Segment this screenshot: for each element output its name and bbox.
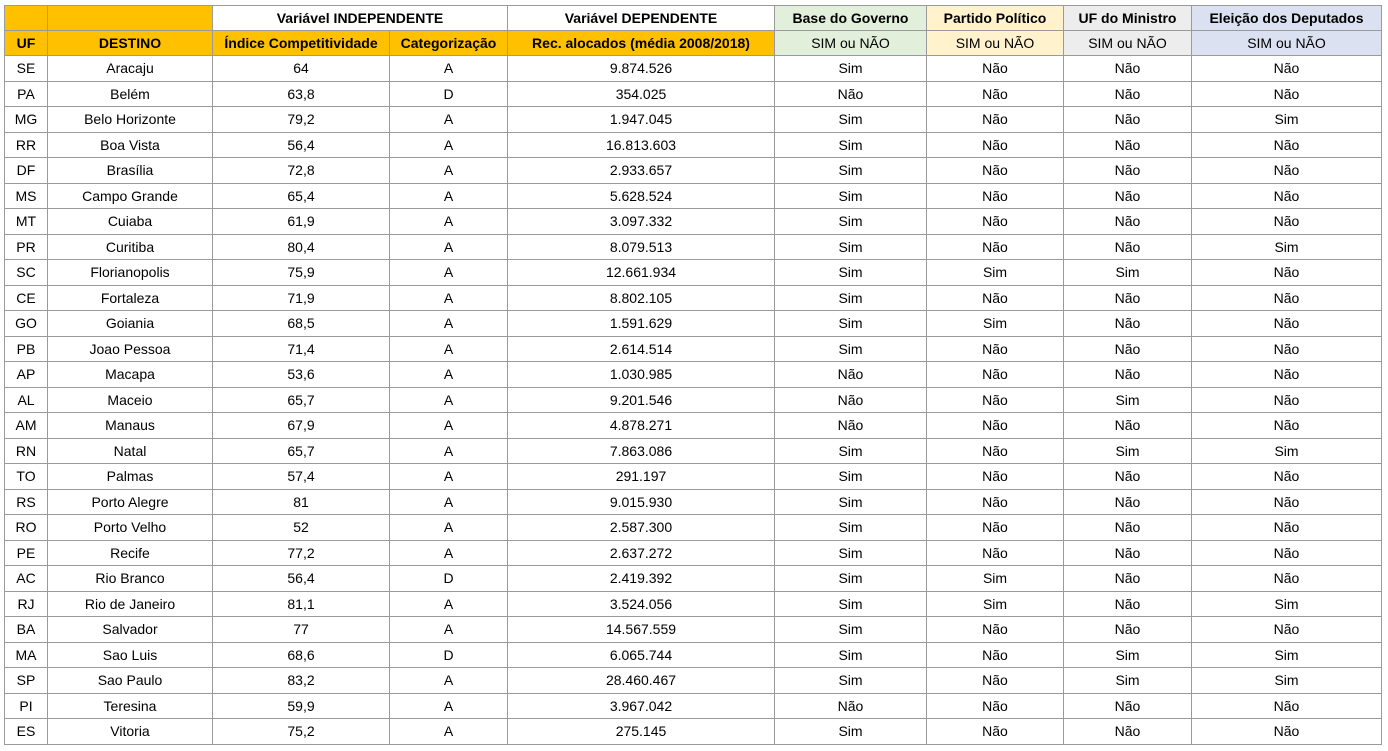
table-row [5,591,1382,617]
cell-base-governo: Não [775,387,927,413]
cell-eleicao-deputados: Não [1192,336,1382,362]
header-uf-ministro: UF do Ministro [1064,6,1192,31]
cell-base-governo: Sim [775,336,927,362]
cell-uf-ministro: Não [1064,56,1192,82]
cell-eleicao-deputados: Sim [1192,234,1382,260]
cell-uf: RR [5,132,48,158]
cell-partido-politico: Não [927,132,1064,158]
cell-rec-alocados: 275.145 [508,719,775,745]
cell-indice: 72,8 [213,158,390,184]
cell-destino: Boa Vista [48,132,213,158]
cell-uf: TO [5,464,48,490]
cell-indice: 67,9 [213,413,390,439]
cell-categorizacao: A [390,158,508,184]
cell-destino: Palmas [48,464,213,490]
cell-indice: 61,9 [213,209,390,235]
cell-uf-ministro: Não [1064,489,1192,515]
cell-eleicao-deputados: Não [1192,387,1382,413]
cell-eleicao-deputados: Não [1192,81,1382,107]
cell-eleicao-deputados: Não [1192,158,1382,184]
cell-partido-politico: Não [927,515,1064,541]
cell-eleicao-deputados: Não [1192,515,1382,541]
table-row [5,719,1382,745]
cell-indice: 65,4 [213,183,390,209]
cell-uf-ministro: Não [1064,285,1192,311]
cell-destino: Porto Alegre [48,489,213,515]
cell-uf: RO [5,515,48,541]
cell-base-governo: Sim [775,209,927,235]
header-partido-politico-sub: SIM ou NÃO [927,31,1064,56]
cell-indice: 65,7 [213,387,390,413]
cell-rec-alocados: 1.591.629 [508,311,775,337]
table-row [5,438,1382,464]
cell-rec-alocados: 291.197 [508,464,775,490]
cell-partido-politico: Sim [927,260,1064,286]
cell-indice: 52 [213,515,390,541]
cell-base-governo: Não [775,413,927,439]
header-dependente: Variável DEPENDENTE [508,6,775,31]
cell-partido-politico: Sim [927,566,1064,592]
cell-eleicao-deputados: Não [1192,413,1382,439]
cell-base-governo: Sim [775,566,927,592]
cell-destino: Macapa [48,362,213,388]
header-base-governo-sub: SIM ou NÃO [775,31,927,56]
cell-destino: Sao Luis [48,642,213,668]
cell-rec-alocados: 1.947.045 [508,107,775,133]
cell-rec-alocados: 3.097.332 [508,209,775,235]
cell-rec-alocados: 14.567.559 [508,617,775,643]
cell-uf-ministro: Sim [1064,668,1192,694]
cell-destino: Rio de Janeiro [48,591,213,617]
cell-uf-ministro: Não [1064,158,1192,184]
cell-rec-alocados: 8.079.513 [508,234,775,260]
cell-uf-ministro: Não [1064,362,1192,388]
cell-rec-alocados: 28.460.467 [508,668,775,694]
cell-destino: Campo Grande [48,183,213,209]
cell-categorizacao: A [390,183,508,209]
cell-rec-alocados: 9.015.930 [508,489,775,515]
table-row [5,56,1382,82]
cell-destino: Florianopolis [48,260,213,286]
cell-eleicao-deputados: Não [1192,260,1382,286]
table-row [5,387,1382,413]
table-row [5,311,1382,337]
header-base-governo: Base do Governo [775,6,927,31]
cell-partido-politico: Não [927,642,1064,668]
cell-eleicao-deputados: Não [1192,285,1382,311]
cell-indice: 71,4 [213,336,390,362]
cell-base-governo: Sim [775,311,927,337]
cell-partido-politico: Não [927,464,1064,490]
cell-rec-alocados: 3.524.056 [508,591,775,617]
cell-indice: 77,2 [213,540,390,566]
cell-categorizacao: A [390,285,508,311]
cell-uf: SC [5,260,48,286]
header-uf: UF [5,31,48,56]
cell-indice: 56,4 [213,132,390,158]
cell-indice: 57,4 [213,464,390,490]
cell-rec-alocados: 4.878.271 [508,413,775,439]
cell-uf-ministro: Sim [1064,438,1192,464]
cell-uf-ministro: Não [1064,591,1192,617]
table-row [5,617,1382,643]
cell-categorizacao: A [390,464,508,490]
cell-indice: 75,9 [213,260,390,286]
cell-destino: Maceio [48,387,213,413]
cell-categorizacao: A [390,234,508,260]
cell-uf-ministro: Sim [1064,642,1192,668]
header-uf-top [5,6,48,31]
cell-base-governo: Não [775,81,927,107]
cell-eleicao-deputados: Não [1192,209,1382,235]
cell-categorizacao: A [390,719,508,745]
cell-indice: 81,1 [213,591,390,617]
cell-eleicao-deputados: Não [1192,132,1382,158]
cell-eleicao-deputados: Não [1192,464,1382,490]
cell-uf: PB [5,336,48,362]
cell-categorizacao: A [390,311,508,337]
header-categorizacao: Categorização [390,31,508,56]
cell-uf-ministro: Sim [1064,387,1192,413]
table-row [5,183,1382,209]
cell-uf-ministro: Não [1064,540,1192,566]
cell-eleicao-deputados: Sim [1192,107,1382,133]
cell-uf: AP [5,362,48,388]
cell-categorizacao: A [390,515,508,541]
cell-destino: Manaus [48,413,213,439]
cell-rec-alocados: 9.874.526 [508,56,775,82]
cell-uf-ministro: Não [1064,311,1192,337]
cell-rec-alocados: 2.933.657 [508,158,775,184]
cell-base-governo: Sim [775,642,927,668]
cell-base-governo: Sim [775,515,927,541]
cell-indice: 68,6 [213,642,390,668]
cell-uf-ministro: Não [1064,336,1192,362]
cell-rec-alocados: 354.025 [508,81,775,107]
cell-indice: 77 [213,617,390,643]
cell-partido-politico: Não [927,719,1064,745]
cell-indice: 80,4 [213,234,390,260]
cell-categorizacao: A [390,362,508,388]
cell-uf: BA [5,617,48,643]
cell-base-governo: Sim [775,183,927,209]
cell-destino: Teresina [48,693,213,719]
cell-destino: Fortaleza [48,285,213,311]
cell-categorizacao: A [390,540,508,566]
cell-base-governo: Sim [775,591,927,617]
cell-categorizacao: A [390,668,508,694]
table-row [5,234,1382,260]
cell-base-governo: Sim [775,617,927,643]
table-row [5,132,1382,158]
table-row [5,209,1382,235]
cell-partido-politico: Não [927,285,1064,311]
cell-eleicao-deputados: Não [1192,362,1382,388]
cell-uf: PR [5,234,48,260]
header-row-top [5,6,1382,31]
cell-uf-ministro: Não [1064,515,1192,541]
cell-categorizacao: A [390,693,508,719]
cell-indice: 63,8 [213,81,390,107]
table-row [5,336,1382,362]
cell-categorizacao: A [390,209,508,235]
table-row [5,693,1382,719]
header-eleicao-deputados: Eleição dos Deputados [1192,6,1382,31]
cell-eleicao-deputados: Não [1192,566,1382,592]
header-uf-ministro-sub: SIM ou NÃO [1064,31,1192,56]
cell-destino: Brasília [48,158,213,184]
table-row [5,362,1382,388]
cell-rec-alocados: 16.813.603 [508,132,775,158]
cell-partido-politico: Sim [927,311,1064,337]
cell-destino: Sao Paulo [48,668,213,694]
cell-uf-ministro: Não [1064,719,1192,745]
cell-partido-politico: Não [927,81,1064,107]
cell-rec-alocados: 12.661.934 [508,260,775,286]
cell-destino: Belém [48,81,213,107]
cell-categorizacao: A [390,336,508,362]
cell-rec-alocados: 5.628.524 [508,183,775,209]
cell-eleicao-deputados: Não [1192,56,1382,82]
table-row [5,285,1382,311]
cell-eleicao-deputados: Sim [1192,591,1382,617]
cell-uf-ministro: Sim [1064,260,1192,286]
cell-uf: ES [5,719,48,745]
cell-base-governo: Não [775,693,927,719]
cell-uf-ministro: Não [1064,209,1192,235]
cell-uf: SP [5,668,48,694]
cell-indice: 53,6 [213,362,390,388]
cell-destino: Vitoria [48,719,213,745]
cell-base-governo: Sim [775,56,927,82]
cell-base-governo: Sim [775,132,927,158]
header-destino-top [48,6,213,31]
cell-categorizacao: A [390,591,508,617]
cell-eleicao-deputados: Não [1192,311,1382,337]
cell-categorizacao: A [390,438,508,464]
cell-categorizacao: A [390,132,508,158]
cell-destino: Joao Pessoa [48,336,213,362]
cell-eleicao-deputados: Não [1192,617,1382,643]
header-indice: Índice Competitividade [213,31,390,56]
cell-base-governo: Sim [775,489,927,515]
cell-uf: AM [5,413,48,439]
cell-eleicao-deputados: Não [1192,489,1382,515]
cell-indice: 68,5 [213,311,390,337]
table-row [5,81,1382,107]
cell-uf: MS [5,183,48,209]
cell-uf: DF [5,158,48,184]
cell-destino: Belo Horizonte [48,107,213,133]
table-row [5,464,1382,490]
cell-rec-alocados: 9.201.546 [508,387,775,413]
cell-destino: Aracaju [48,56,213,82]
cell-uf: CE [5,285,48,311]
cell-categorizacao: D [390,81,508,107]
cell-base-governo: Sim [775,464,927,490]
cell-eleicao-deputados: Não [1192,693,1382,719]
cell-uf: GO [5,311,48,337]
cell-partido-politico: Não [927,413,1064,439]
cell-categorizacao: A [390,107,508,133]
cell-partido-politico: Não [927,668,1064,694]
cell-rec-alocados: 3.967.042 [508,693,775,719]
cell-uf-ministro: Não [1064,413,1192,439]
cell-eleicao-deputados: Não [1192,719,1382,745]
cell-base-governo: Sim [775,438,927,464]
table-row [5,107,1382,133]
cell-base-governo: Não [775,362,927,388]
header-eleicao-deputados-sub: SIM ou NÃO [1192,31,1382,56]
cell-rec-alocados: 8.802.105 [508,285,775,311]
cell-indice: 79,2 [213,107,390,133]
cell-partido-politico: Não [927,387,1064,413]
cell-base-governo: Sim [775,540,927,566]
cell-uf: MT [5,209,48,235]
cell-partido-politico: Não [927,209,1064,235]
table-row [5,413,1382,439]
cell-uf-ministro: Não [1064,183,1192,209]
cell-uf-ministro: Não [1064,566,1192,592]
cell-uf: SE [5,56,48,82]
table-row [5,489,1382,515]
cell-categorizacao: A [390,260,508,286]
cell-destino: Natal [48,438,213,464]
header-destino: DESTINO [48,31,213,56]
cell-uf-ministro: Não [1064,693,1192,719]
cell-eleicao-deputados: Sim [1192,438,1382,464]
cell-eleicao-deputados: Não [1192,183,1382,209]
cell-rec-alocados: 1.030.985 [508,362,775,388]
cell-uf: PA [5,81,48,107]
cell-categorizacao: A [390,56,508,82]
cell-destino: Curitiba [48,234,213,260]
cell-categorizacao: A [390,413,508,439]
header-independente: Variável INDEPENDENTE [213,6,508,31]
cell-base-governo: Sim [775,668,927,694]
cell-partido-politico: Não [927,540,1064,566]
cell-indice: 65,7 [213,438,390,464]
cell-destino: Salvador [48,617,213,643]
cell-partido-politico: Não [927,183,1064,209]
table-row [5,260,1382,286]
cell-categorizacao: D [390,566,508,592]
cell-rec-alocados: 2.419.392 [508,566,775,592]
cell-partido-politico: Não [927,489,1064,515]
cell-destino: Recife [48,540,213,566]
cell-destino: Cuiaba [48,209,213,235]
cell-base-governo: Sim [775,107,927,133]
cell-rec-alocados: 2.587.300 [508,515,775,541]
cell-uf-ministro: Não [1064,234,1192,260]
cell-eleicao-deputados: Não [1192,540,1382,566]
cell-indice: 83,2 [213,668,390,694]
cell-indice: 56,4 [213,566,390,592]
cell-rec-alocados: 7.863.086 [508,438,775,464]
cell-partido-politico: Não [927,362,1064,388]
cell-uf-ministro: Não [1064,81,1192,107]
cell-uf-ministro: Não [1064,617,1192,643]
table-row [5,540,1382,566]
cell-partido-politico: Não [927,336,1064,362]
cell-uf: RJ [5,591,48,617]
table-row [5,158,1382,184]
cell-base-governo: Sim [775,158,927,184]
cell-uf: PI [5,693,48,719]
cell-partido-politico: Não [927,617,1064,643]
cell-base-governo: Sim [775,285,927,311]
cell-rec-alocados: 2.614.514 [508,336,775,362]
cell-base-governo: Sim [775,260,927,286]
table-row [5,566,1382,592]
cell-indice: 64 [213,56,390,82]
cell-partido-politico: Não [927,438,1064,464]
cell-uf-ministro: Não [1064,464,1192,490]
cell-partido-politico: Não [927,158,1064,184]
cell-uf: AL [5,387,48,413]
table-row [5,642,1382,668]
cell-indice: 71,9 [213,285,390,311]
cell-uf: AC [5,566,48,592]
cell-eleicao-deputados: Sim [1192,668,1382,694]
cell-indice: 81 [213,489,390,515]
cell-uf: MA [5,642,48,668]
data-table [4,5,1382,745]
header-row-bottom [5,31,1382,56]
cell-uf-ministro: Não [1064,107,1192,133]
cell-destino: Rio Branco [48,566,213,592]
table-row [5,515,1382,541]
cell-destino: Goiania [48,311,213,337]
cell-categorizacao: D [390,642,508,668]
cell-categorizacao: A [390,387,508,413]
cell-partido-politico: Não [927,693,1064,719]
cell-partido-politico: Sim [927,591,1064,617]
cell-partido-politico: Não [927,234,1064,260]
cell-indice: 59,9 [213,693,390,719]
cell-uf: RS [5,489,48,515]
table-row [5,668,1382,694]
header-partido-politico: Partido Político [927,6,1064,31]
cell-rec-alocados: 2.637.272 [508,540,775,566]
cell-base-governo: Sim [775,234,927,260]
cell-partido-politico: Não [927,107,1064,133]
header-rec-alocados: Rec. alocados (média 2008/2018) [508,31,775,56]
cell-categorizacao: A [390,489,508,515]
cell-eleicao-deputados: Sim [1192,642,1382,668]
cell-uf: MG [5,107,48,133]
cell-partido-politico: Não [927,56,1064,82]
cell-base-governo: Sim [775,719,927,745]
cell-categorizacao: A [390,617,508,643]
cell-indice: 75,2 [213,719,390,745]
cell-destino: Porto Velho [48,515,213,541]
cell-uf: RN [5,438,48,464]
cell-uf-ministro: Não [1064,132,1192,158]
cell-rec-alocados: 6.065.744 [508,642,775,668]
cell-uf: PE [5,540,48,566]
